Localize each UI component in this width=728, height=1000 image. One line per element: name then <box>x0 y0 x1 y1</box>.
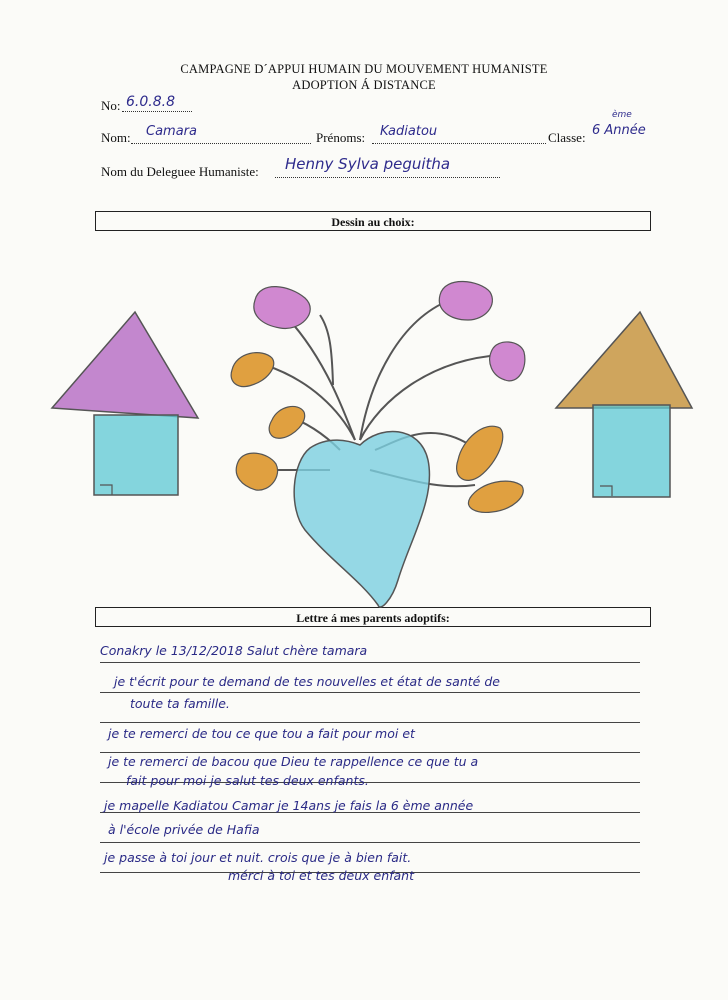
letter-line-1: Conakry le 13/12/2018 Salut chère tamara <box>100 643 368 658</box>
prenoms-label: Prénoms: <box>316 130 366 145</box>
nom-value: Camara <box>146 124 197 139</box>
child-drawing <box>0 240 728 610</box>
drawing-section-header: Dessin au choix: <box>95 211 651 231</box>
ruled-line <box>100 752 640 753</box>
campaign-subtitle: ADOPTION Á DISTANCE <box>292 78 436 92</box>
ruled-line <box>100 692 640 693</box>
letter-body <box>100 640 640 890</box>
letter-line-5: je te remerci de bacou que Dieu te rappellence ce que tu a <box>108 754 479 769</box>
nom-dotted-line <box>131 143 311 144</box>
prenoms-value: Kadiatou <box>380 124 438 139</box>
delegue-dotted-line <box>275 177 500 178</box>
letter-line-6: fait pour moi je salut tes deux enfants. <box>126 773 369 788</box>
prenoms-dotted-line <box>372 143 546 144</box>
letter-line-2: je t'écrit pour te demand de tes nouvelles et état de santé de <box>114 674 500 689</box>
no-dotted-line <box>122 111 192 112</box>
classe-superscript: ème <box>612 110 632 120</box>
ruled-line <box>100 722 640 723</box>
nom-label: Nom: <box>101 130 131 145</box>
letter-section-header: Lettre á mes parents adoptifs: <box>95 607 651 627</box>
letter-line-9: je passe à toi jour et nuit. crois que je à bien fait. <box>104 850 412 865</box>
letter-line-4: je te remerci de tou ce que tou a fait pour moi et <box>108 726 415 741</box>
no-value: 6.0.8.8 <box>126 94 175 110</box>
pink-leaves <box>254 281 525 380</box>
classe-label: Classe: <box>548 130 586 145</box>
ruled-line <box>100 842 640 843</box>
right-house-drawing <box>556 312 692 497</box>
letter-line-7: je mapelle Kadiatou Camar je 14ans je fais la 6 ème année <box>104 798 474 813</box>
letter-line-10: mérci à toi et tes deux enfant <box>228 868 415 883</box>
delegue-value: Henny Sylva peguitha <box>285 155 451 173</box>
heart-drawing <box>294 431 429 607</box>
classe-value: 6 Année <box>592 123 646 138</box>
letter-line-8: à l'école privée de Hafia <box>108 822 260 837</box>
campaign-title: CAMPAGNE D´APPUI HUMAIN DU MOUVEMENT HUMANISTE <box>180 62 548 76</box>
ruled-line <box>100 662 640 663</box>
delegue-label: Nom du Deleguee Humaniste: <box>101 164 259 179</box>
left-house-drawing <box>52 312 198 495</box>
letter-line-3: toute ta famille. <box>130 696 230 711</box>
no-label: No: <box>101 98 121 113</box>
